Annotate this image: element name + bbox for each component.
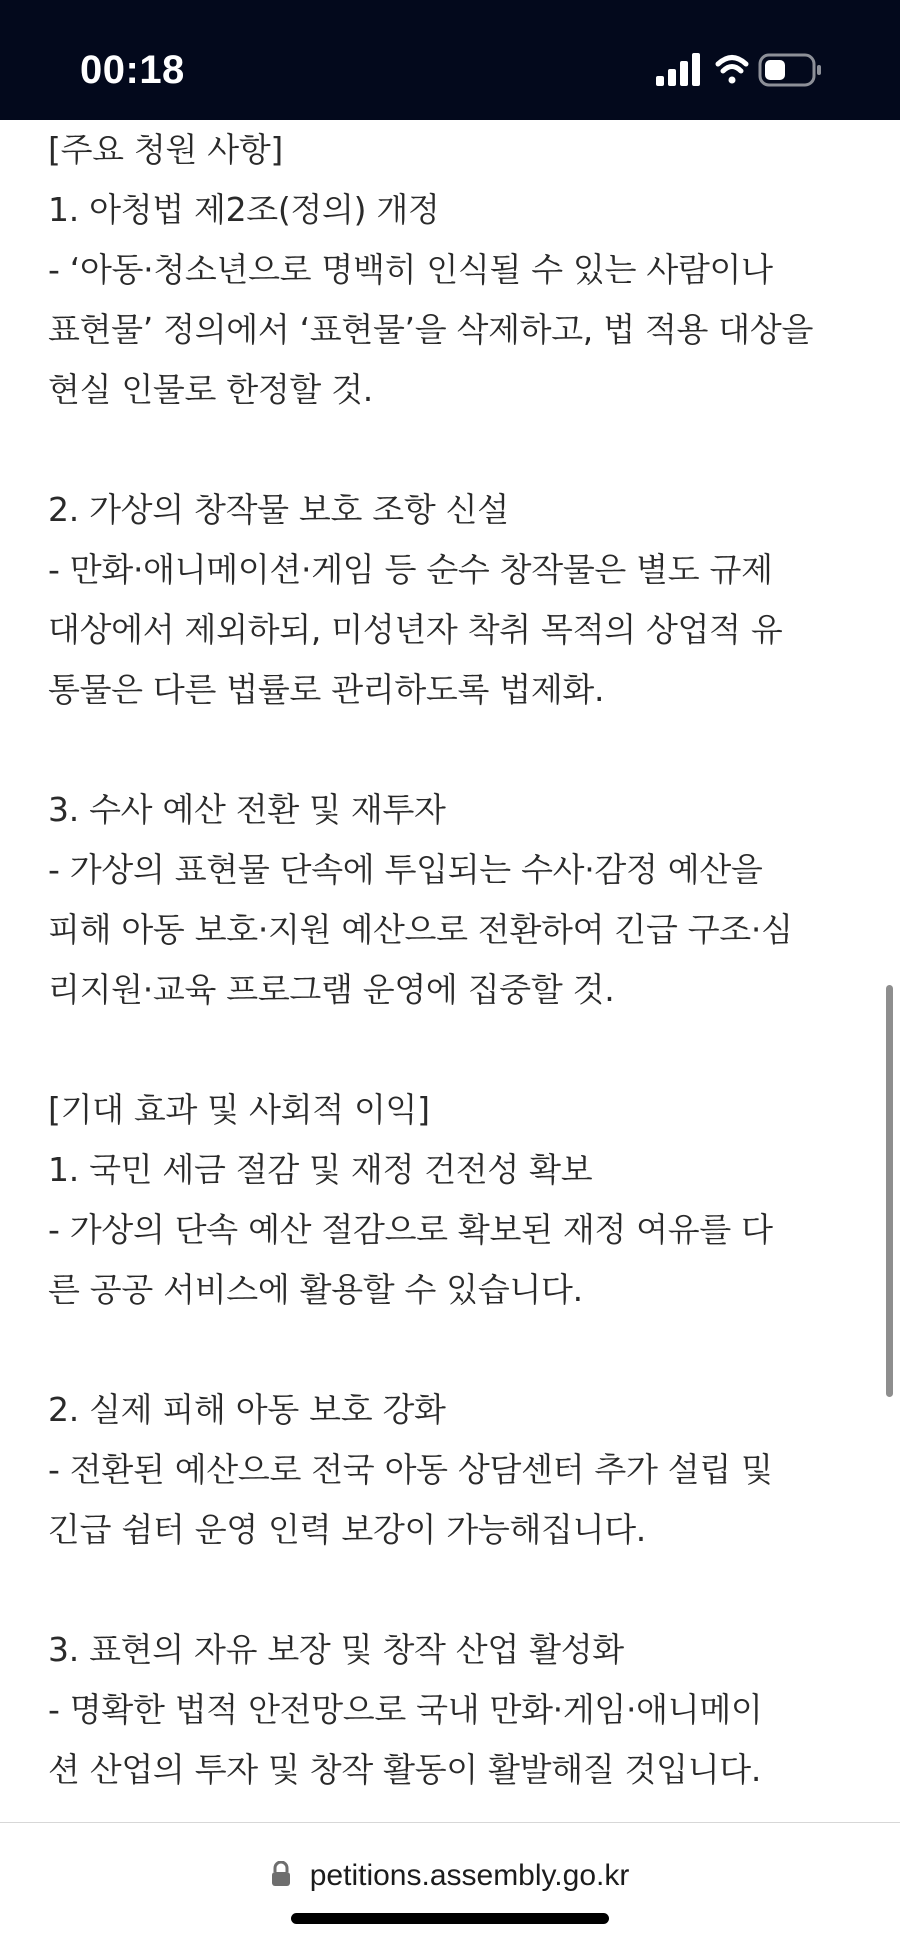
status-time: 00:18 bbox=[80, 48, 185, 92]
content-line: - 가상의 표현물 단속에 투입되는 수사·감정 예산을 bbox=[48, 850, 763, 889]
status-icons bbox=[656, 50, 856, 90]
content-line: - 만화·애니메이션·게임 등 순수 창작물은 별도 규제 bbox=[48, 550, 773, 589]
content-line: 2. 실제 피해 아동 보호 강화 bbox=[48, 1390, 446, 1429]
content-line: 리지원·교육 프로그램 운영에 집중할 것. bbox=[48, 970, 615, 1009]
content-line: 피해 아동 보호·지원 예산으로 전환하여 긴급 구조·심 bbox=[48, 910, 793, 949]
content-line: - 전환된 예산으로 전국 아동 상담센터 추가 설립 및 bbox=[48, 1450, 773, 1489]
content-line: [기대 효과 및 사회적 이익] bbox=[48, 1090, 430, 1129]
content-line: 현실 인물로 한정할 것. bbox=[48, 370, 373, 409]
home-indicator[interactable] bbox=[291, 1913, 609, 1924]
browser-address-bar[interactable] bbox=[0, 1822, 900, 1950]
battery-icon bbox=[760, 55, 821, 85]
content-line: 대상에서 제외하되, 미성년자 착취 목적의 상업적 유 bbox=[48, 610, 783, 649]
content-line: 표현물’ 정의에서 ‘표현물’을 삭제하고, 법 적용 대상을 bbox=[48, 310, 814, 349]
content-line: - 명확한 법적 안전망으로 국내 만화·게임·애니메이 bbox=[48, 1690, 763, 1729]
content-line: 2. 가상의 창작물 보호 조항 신설 bbox=[48, 490, 509, 529]
content-line: 통물은 다른 법률로 관리하도록 법제화. bbox=[48, 670, 605, 709]
content-line: 3. 표현의 자유 보장 및 창작 산업 활성화 bbox=[48, 1630, 624, 1669]
status-bar bbox=[0, 0, 900, 120]
wifi-icon bbox=[718, 58, 746, 84]
content-line: 1. 국민 세금 절감 및 재정 건전성 확보 bbox=[48, 1150, 593, 1189]
url-display[interactable] bbox=[0, 1859, 900, 1909]
content-line: [주요 청원 사항] bbox=[48, 130, 283, 169]
vertical-scrollbar[interactable] bbox=[886, 985, 893, 1397]
content-line: 3. 수사 예산 전환 및 재투자 bbox=[48, 790, 446, 829]
lock-icon bbox=[271, 1861, 291, 1891]
content-line: 른 공공 서비스에 활용할 수 있습니다. bbox=[48, 1270, 583, 1309]
content-line: 션 산업의 투자 및 창작 활동이 활발해질 것입니다. bbox=[48, 1750, 762, 1789]
content-line: 1. 아청법 제2조(정의) 개정 bbox=[48, 190, 440, 229]
content-line: - 가상의 단속 예산 절감으로 확보된 재정 여유를 다 bbox=[48, 1210, 773, 1249]
petition-content bbox=[48, 120, 868, 1820]
cellular-signal-icon bbox=[656, 53, 700, 86]
content-line: 긴급 쉼터 운영 인력 보강이 가능해집니다. bbox=[48, 1510, 646, 1549]
url-text: petitions.assembly.go.kr bbox=[309, 1859, 630, 1892]
content-line: - ‘아동·청소년으로 명백히 인식될 수 있는 사람이나 bbox=[48, 250, 773, 289]
